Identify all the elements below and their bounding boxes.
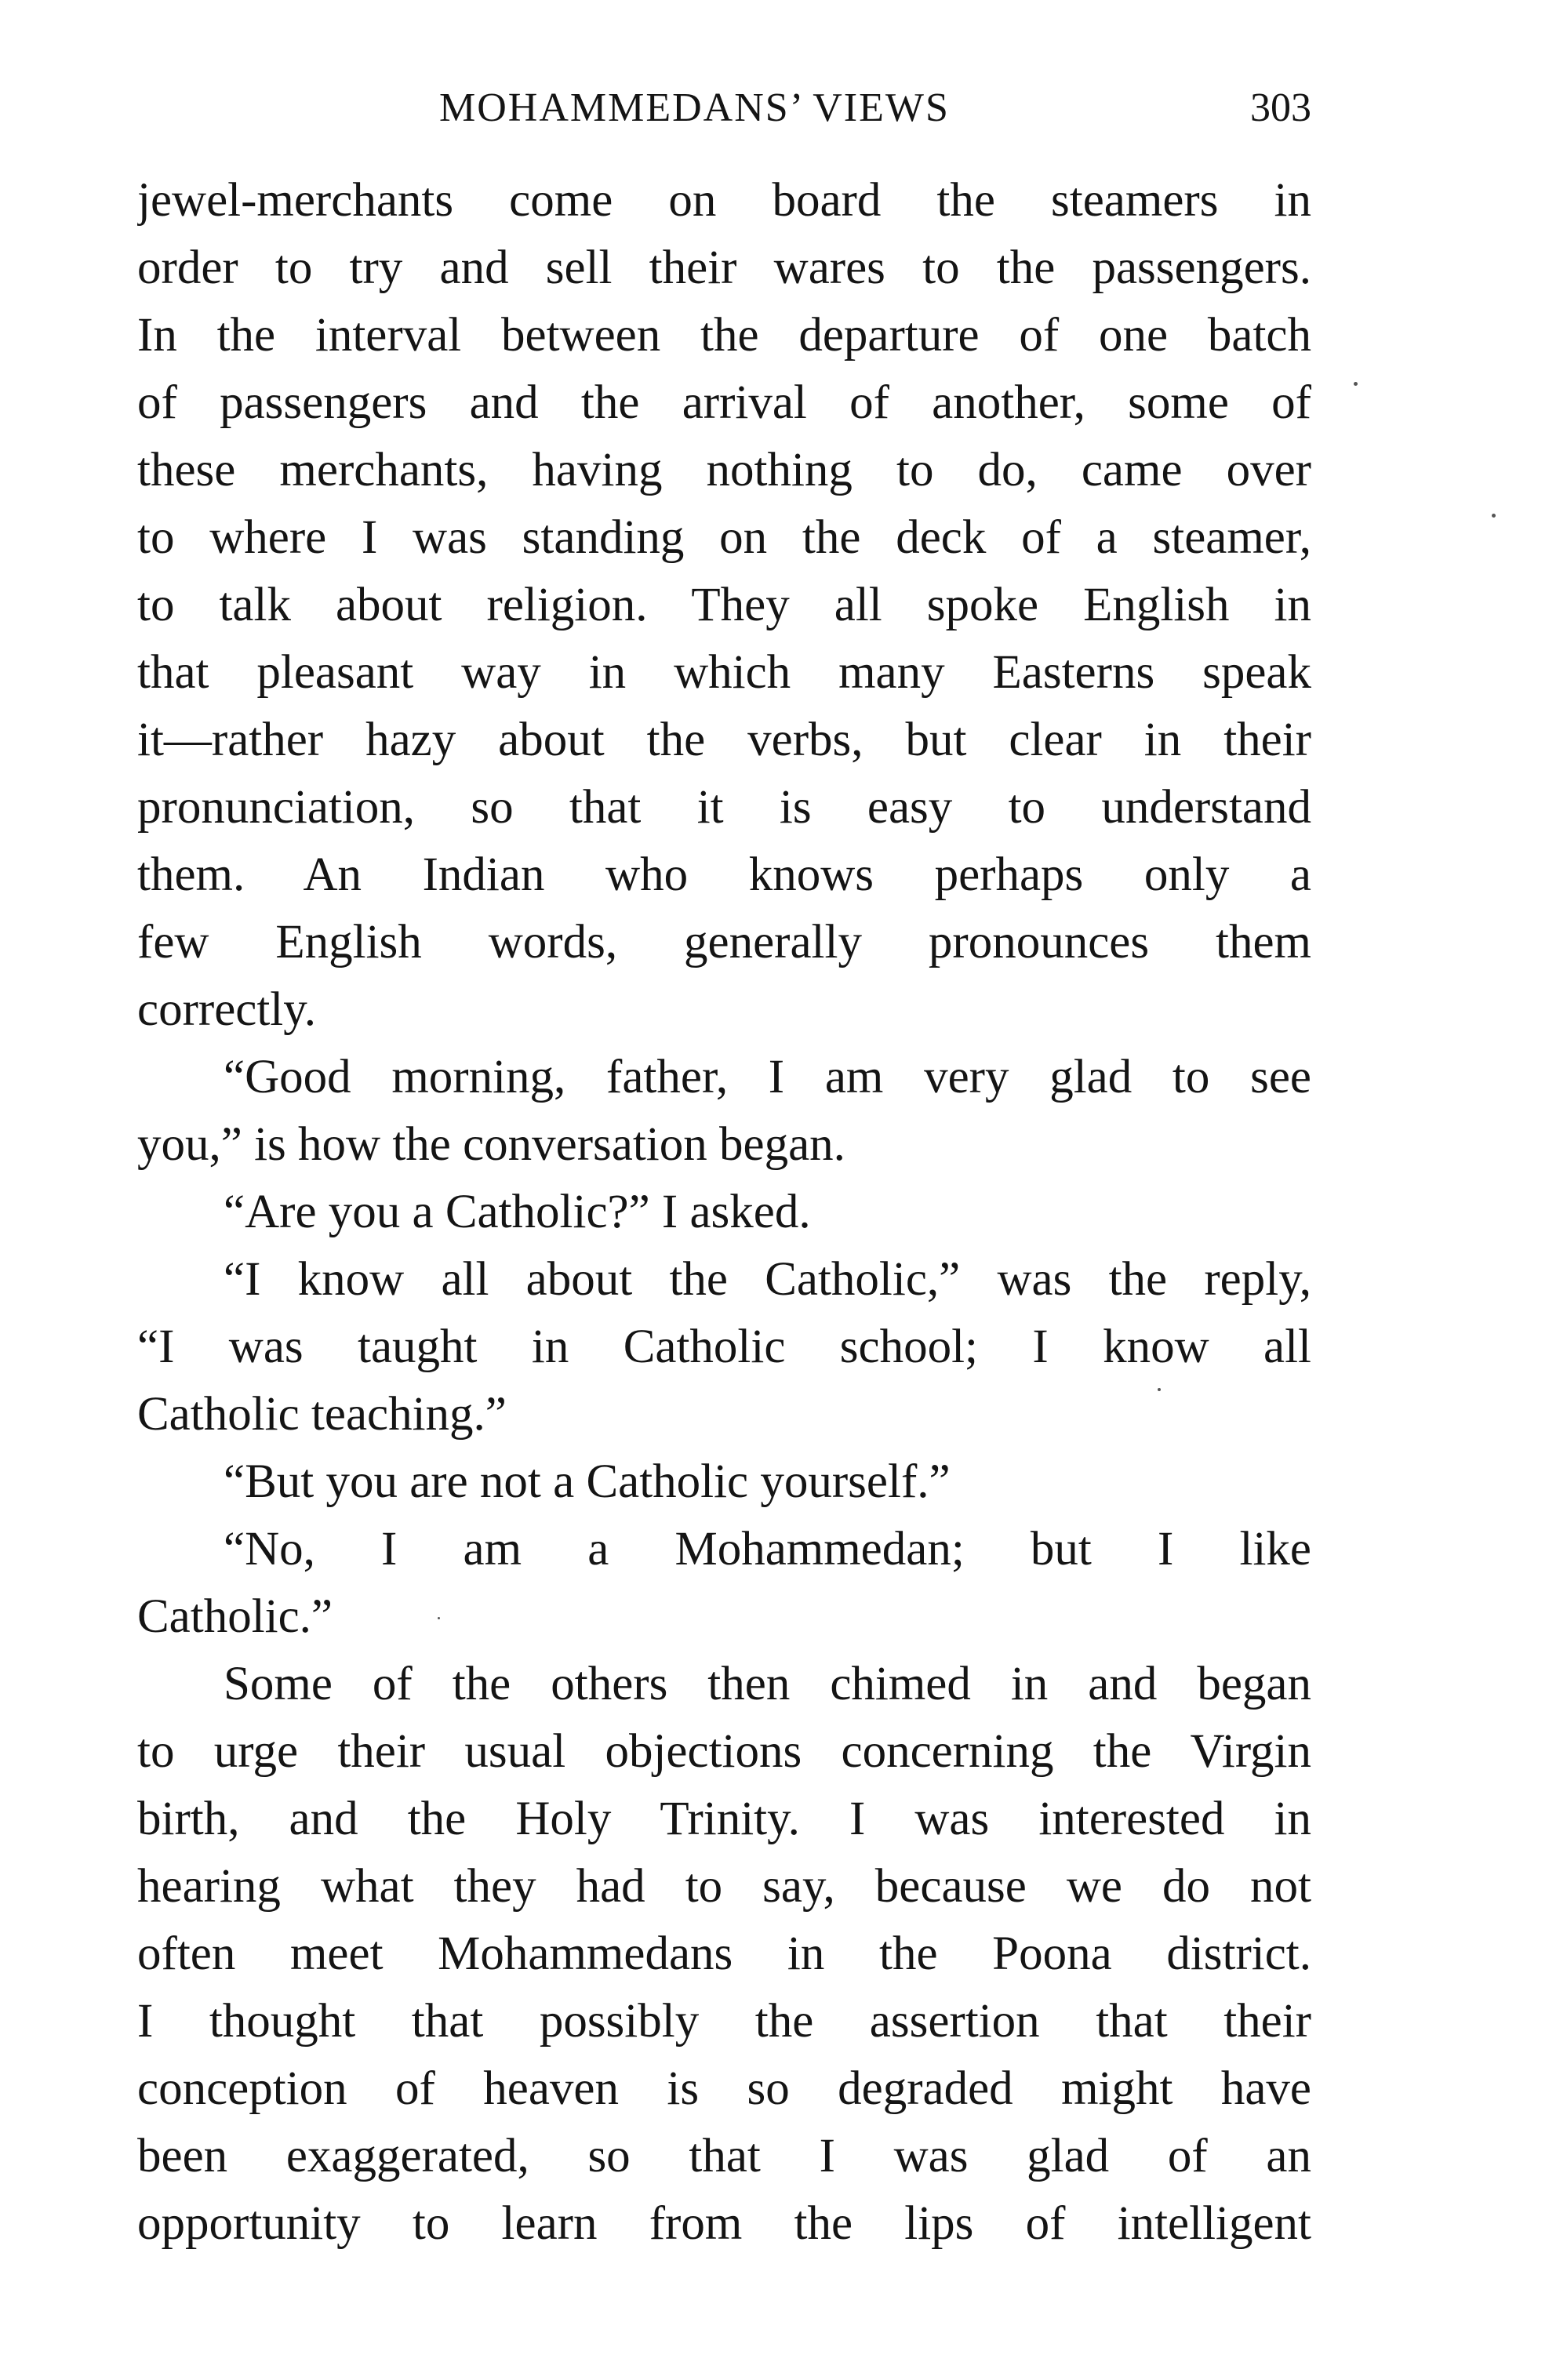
paper-speck xyxy=(1354,382,1358,386)
text-line: you,” is how the conversation began. xyxy=(137,1118,845,1171)
text-line: been exaggerated, so that I was glad of an xyxy=(137,2130,1311,2182)
text-line: to where I was standing on the deck of a steamer, xyxy=(137,511,1311,564)
text-line: that pleasant way in which many Easterns speak xyxy=(137,646,1311,699)
text-line: “But you are not a Catholic yourself.” xyxy=(224,1455,951,1508)
text-line: opportunity to learn from the lips of intelligent xyxy=(137,2197,1311,2250)
paper-speck xyxy=(438,1617,440,1619)
text-line: Some of the others then chimed in and began xyxy=(224,1658,1311,1710)
text-line: jewel-merchants come on board the steamers in xyxy=(137,174,1311,227)
text-line: pronunciation, so that it is easy to understand xyxy=(137,781,1311,834)
text-line: of passengers and the arrival of another, some of xyxy=(137,376,1311,429)
text-line: often meet Mohammedans in the Poona district. xyxy=(137,1928,1311,1980)
text-line: “No, I am a Mohammedan; but I like xyxy=(224,1523,1311,1575)
text-line: conception of heaven is so degraded might have xyxy=(137,2062,1311,2115)
text-line: to talk about religion. They all spoke English in xyxy=(137,579,1311,631)
paper-speck xyxy=(1158,1388,1161,1391)
text-line: Catholic teaching.” xyxy=(137,1388,507,1441)
text-line: hearing what they had to say, because we do not xyxy=(137,1860,1311,1913)
text-line: “I was taught in Catholic school; I know all xyxy=(137,1321,1311,1373)
page-number: 303 xyxy=(1250,85,1311,130)
text-line: birth, and the Holy Trinity. I was interested in xyxy=(137,1793,1311,1845)
text-line: it—rather hazy about the verbs, but clear in their xyxy=(137,714,1311,766)
text-line: “I know all about the Catholic,” was the reply, xyxy=(224,1253,1311,1306)
text-line: few English words, generally pronounces them xyxy=(137,916,1311,968)
paper-speck xyxy=(1492,514,1496,518)
text-line: them. An Indian who knows perhaps only a xyxy=(137,848,1311,901)
text-line: correctly. xyxy=(137,983,317,1036)
text-line: “Good morning, father, I am very glad to see xyxy=(224,1051,1311,1103)
text-line: “Are you a Catholic?” I asked. xyxy=(224,1186,811,1238)
text-line: order to try and sell their wares to the passengers. xyxy=(137,242,1311,294)
text-line: Catholic.” xyxy=(137,1590,333,1643)
body-text xyxy=(137,167,1311,2258)
running-header xyxy=(439,77,1311,140)
text-line: to urge their usual objections concerning the Virgin xyxy=(137,1725,1311,1778)
text-line: these merchants, having nothing to do, came over xyxy=(137,444,1311,496)
text-line: In the interval between the departure of one batch xyxy=(137,309,1311,362)
running-title: MOHAMMEDANS’ VIEWS xyxy=(439,85,950,130)
text-line: I thought that possibly the assertion that their xyxy=(137,1995,1311,2048)
